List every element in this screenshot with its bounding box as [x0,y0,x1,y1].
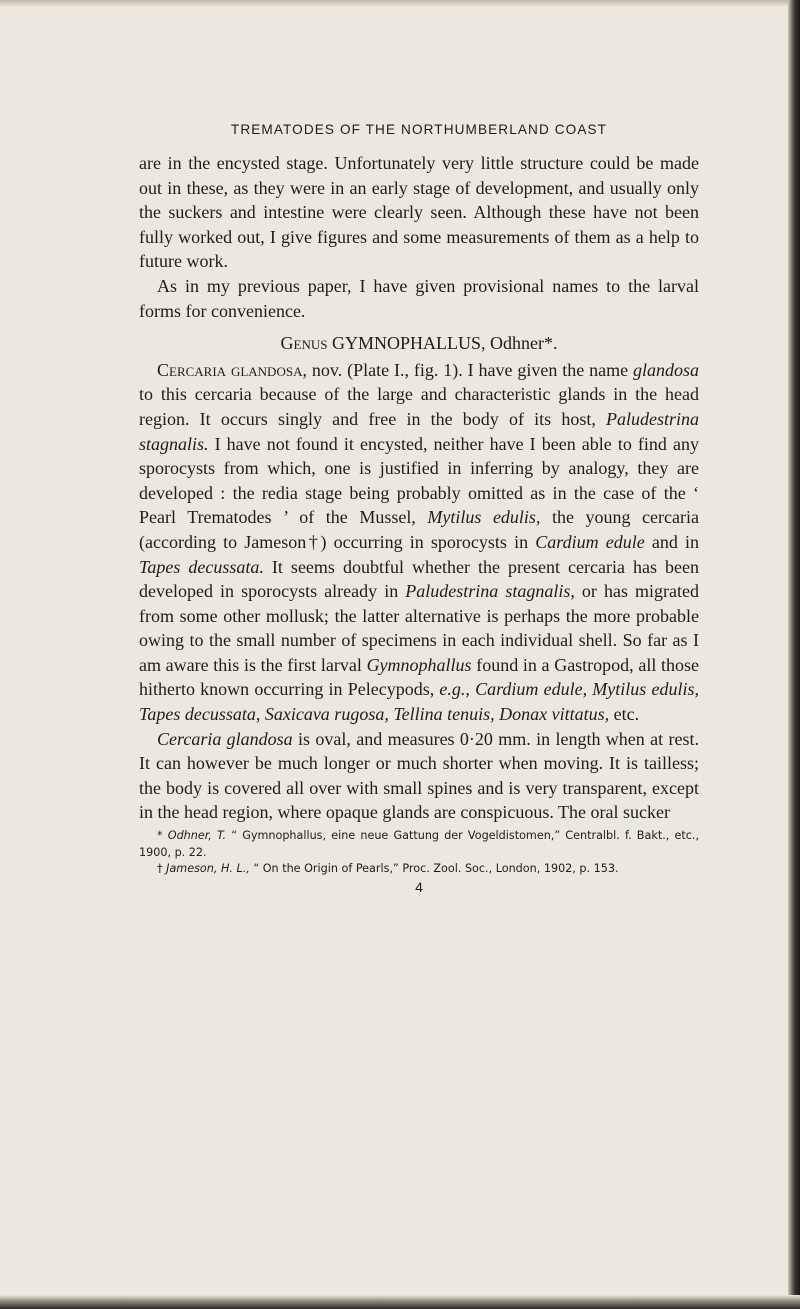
footnotes [139,828,699,878]
text-run: nov. (Plate I., fig. 1). I have given the name [306,359,633,380]
italic-run: Cercaria glandosa [157,728,293,749]
italic-run: e.g., Cardium edule, Mytilus edulis, Tapes decussata, Saxicava rugosa, Tellina tenuis, Donax vittatus, [139,679,699,725]
species-lead: Cercaria glandosa, [157,359,307,380]
italic-run: Paludestrina stagnalis. [139,408,699,454]
footnote-2 [139,861,699,878]
text-run: to this cercaria because of the large and characteristic glands in the head region. It occurs singly and free in the body of its host, [139,384,699,429]
paragraph-2: As in my previous paper, I have given provisional names to the larval forms for convenience. [139,275,699,321]
footnote-mark: * [157,829,168,843]
text-run: It seems doubtful whether the present cercaria has been developed in sporocysts already in [139,556,699,602]
page-content [139,122,699,895]
running-head: TREMATODES OF THE NORTHUMBERLAND COAST [230,122,608,137]
text-run: etc. [609,704,640,725]
italic-run: glandosa [632,359,699,380]
footnote-1 [139,828,699,861]
italic-run: Cardium edule [535,531,645,552]
text-run: found in a Gastropod, all those hitherto known occurring in Pelecypods, [139,654,699,700]
italic-run: Tapes decussata. [139,556,264,577]
text-run: and in [644,531,699,552]
paragraph-3 [139,358,699,727]
text-run: I have not found it encysted, neither have I been able to find any sporocysts from which, one is justified in inferring by analogy, they are developed : the redia stage being probably omitted as in the case of the ‘ Pearl Trematodes ’ of the Mussel, [139,433,699,528]
italic-run: Gymnophallus [366,654,472,675]
footnote-author: Odhner, T. [167,829,227,843]
italic-run: Paludestrina stagnalis, [405,581,575,602]
page-bottom-edge [0,1295,800,1309]
italic-run: Mytilus edulis, [427,507,541,528]
footnote-text: “ On the Origin of Pearls,” Proc. Zool. Soc., London, 1902, p. 153. [249,862,619,876]
footnote-author: Jameson, H. L., [166,862,250,876]
genus-name: GYMNOPHALLUS, Odhner*. [331,333,558,354]
text-run: the young cercaria (according to Jameson†) occurring in sporocysts in [139,507,699,552]
footnote-mark: † [157,862,167,876]
genus-label: Genus [280,333,328,354]
paragraph-1: are in the encysted stage. Unfortunately very little structure could be made out in these, as they were in an early stage of development, and usually only the suckers and intestine were clearly seen. Although these have not been fully worked out, I give figures and some measurements of them as a help to future work. [139,153,699,272]
text-run: or has migrated from some other mollusk; the latter alternative is perhaps the more probable owing to the small number of specimens in each individual shell. So far as I am aware this is the first larval [139,581,700,675]
text-run: is oval, and measures 0·20 mm. in length when at rest. It can however be much longer or much shorter when moving. It is tailless; the body is covered all over with small spines and is very transparent, except in the head region, where opaque glands are conspicuous. The oral sucker [139,728,699,823]
paragraph-4 [139,727,699,825]
genus-heading [139,331,699,356]
page-binding-shadow [788,0,800,1309]
footnote-text: “ Gymnophallus, eine neue Gattung der Vogeldistomen,” Centralbl. f. Bakt., etc., 1900, p. 22. [139,829,700,859]
page-number: 4 [415,878,423,895]
page-top-edge [0,0,800,7]
